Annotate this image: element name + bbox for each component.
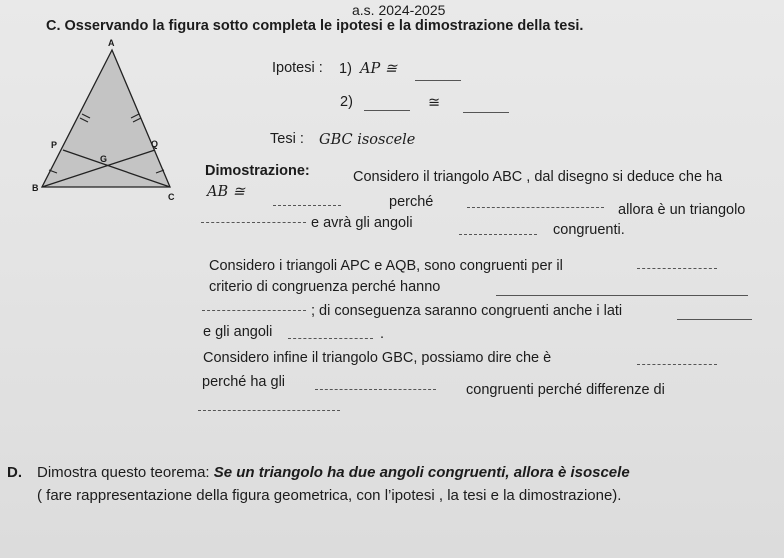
dimostrazione-label: Dimostrazione: <box>205 163 310 179</box>
isosceles-triangle-figure <box>28 30 178 205</box>
section-c-title: C. Osservando la figura sotto completa le ipotesi e la dimostrazione della tesi. <box>46 18 584 34</box>
proof-line-3-end: congruenti. <box>553 222 625 238</box>
congruent-symbol: ≅ <box>428 95 441 111</box>
point-p-label: P <box>51 140 58 150</box>
ipotesi-1-expression: AP ≅ <box>360 61 397 77</box>
section-d-theorem: Se un triangolo ha due angoli congruenti, allora è isoscele <box>213 464 630 481</box>
point-q-label: Q <box>151 139 159 149</box>
tesi-expression: GBC isoscele <box>319 132 416 148</box>
tesi-label: Tesi : <box>270 131 304 147</box>
vertex-b-label: B <box>32 183 39 193</box>
section-d-label: D. <box>7 464 22 481</box>
proof-line-1: Considero il triangolo ABC , dal disegno si deduce che ha <box>353 169 723 185</box>
proof-line-4: Considero i triangoli APC e AQB, sono congruenti per il <box>209 258 563 274</box>
ipotesi-1-number: 1) <box>339 61 352 77</box>
ipotesi-2-number: 2) <box>340 94 353 110</box>
proof-line-7: e gli angoli <box>203 324 273 340</box>
proof-perche: perché <box>389 194 434 210</box>
angles-blank[interactable] <box>459 234 537 235</box>
proof-allora: allora è un triangolo <box>618 202 746 218</box>
ipotesi-2-right-blank[interactable] <box>463 112 509 113</box>
ipotesi-1-blank[interactable] <box>415 80 461 81</box>
gbc-type-blank[interactable] <box>637 364 717 365</box>
section-d-instructions: ( fare rappresentazione della figura geometrica, con l’ipotesi , la tesi e la dimostrazione). <box>37 487 622 504</box>
ipotesi-label: Ipotesi : <box>272 60 323 76</box>
ipotesi-2-left-blank[interactable] <box>364 110 410 111</box>
angoli-blank[interactable] <box>288 338 373 339</box>
gli-blank[interactable] <box>315 389 436 390</box>
section-d-text-plain: Dimostra questo teorema: <box>37 464 214 481</box>
section-d-text <box>37 464 630 481</box>
proof-line-9: perché ha gli <box>202 374 286 390</box>
criterio-blank[interactable] <box>637 268 717 269</box>
proof-line-3: e avrà gli angoli <box>311 215 413 231</box>
proof-line-7-end: . <box>380 326 385 342</box>
proof-ab-expression: AB ≅ <box>207 184 245 200</box>
triangle-type-blank[interactable] <box>201 222 306 223</box>
differenze-blank[interactable] <box>198 410 340 411</box>
proof-line-8: Considero infine il triangolo GBC, possiamo dire che è <box>203 350 552 366</box>
hanno-blank-1[interactable] <box>496 295 748 296</box>
proof-line-6: ; di conseguenza saranno congruenti anche i lati <box>311 303 623 319</box>
school-year: a.s. 2024-2025 <box>352 2 446 18</box>
vertex-a-label: A <box>108 38 115 48</box>
point-g-label: G <box>100 154 108 164</box>
proof-perche-blank[interactable] <box>467 207 604 208</box>
proof-ab-blank[interactable] <box>273 205 341 206</box>
proof-line-5: criterio di congruenza perché hanno <box>209 279 441 295</box>
hanno-blank-2[interactable] <box>202 310 306 311</box>
lati-blank[interactable] <box>677 319 752 320</box>
vertex-c-label: C <box>168 192 175 202</box>
proof-line-9-end: congruenti perché differenze di <box>466 382 665 398</box>
